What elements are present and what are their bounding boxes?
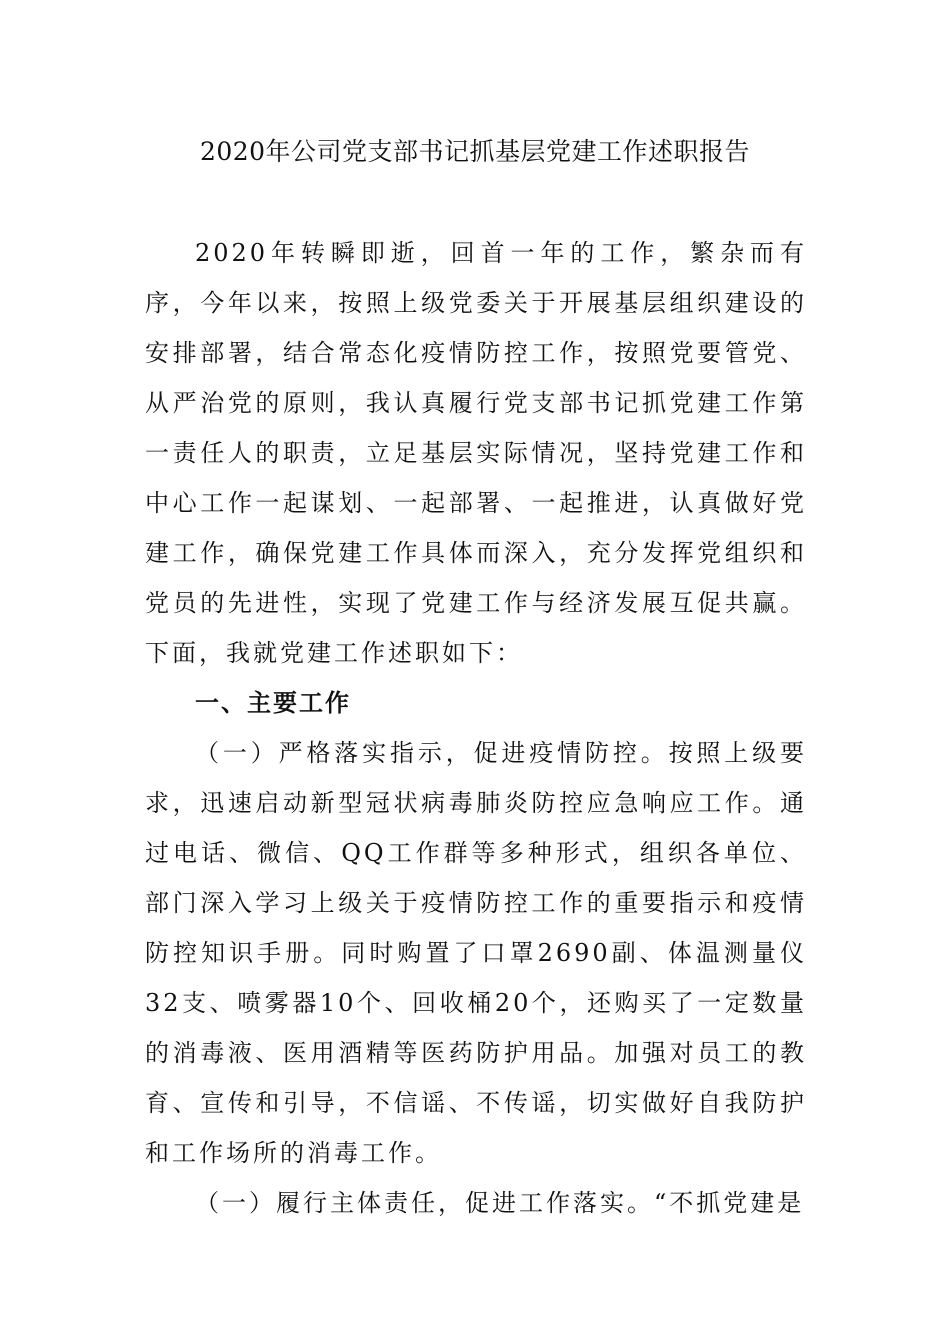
paragraph-responsibility: （一）履行主体责任，促进工作落实。“不抓党建是	[195, 1189, 805, 1217]
intro-paragraph: 2020年转瞬即逝，回首一年的工作，繁杂而有序，今年以来，按照上级党委关于开展基层组织建设的安排部署，结合常态化疫情防控工作，按照党要管党、从严治党的原则，我认真履行党支部书记抓党建工作第一责任人的职责，立足基层实际情况，坚持党建工作和中心工作一起谋划、一起部署、一起推进，认真做好党建工作，确保党建工作具体而深入，充分发挥党组织和党员的先进性，实现了党建工作与经济发展互促共赢。下面，我就党建工作述职如下：	[145, 239, 807, 667]
document-body	[145, 228, 807, 1228]
section-heading-main-work: 一、主要工作	[195, 688, 351, 717]
document-title: 2020年公司党支部书记抓基层党建工作述职报告	[199, 137, 751, 166]
paragraph-epidemic-prevention: （一）严格落实指示，促进疫情防控。按照上级要求，迅速启动新型冠状病毒肺炎防控应急响应工作。通过电话、微信、QQ工作群等多种形式，组织各单位、部门深入学习上级关于疫情防控工作的重要指示和疫情防控知识手册。同时购置了口罩2690副、体温测量仪32支、喷雾器10个、回收桶20个，还购买了一定数量的消毒液、医用酒精等医药防护用品。加强对员工的教育、宣传和引导，不信谣、不传谣，切实做好自我防护和工作场所的消毒工作。	[145, 739, 807, 1167]
